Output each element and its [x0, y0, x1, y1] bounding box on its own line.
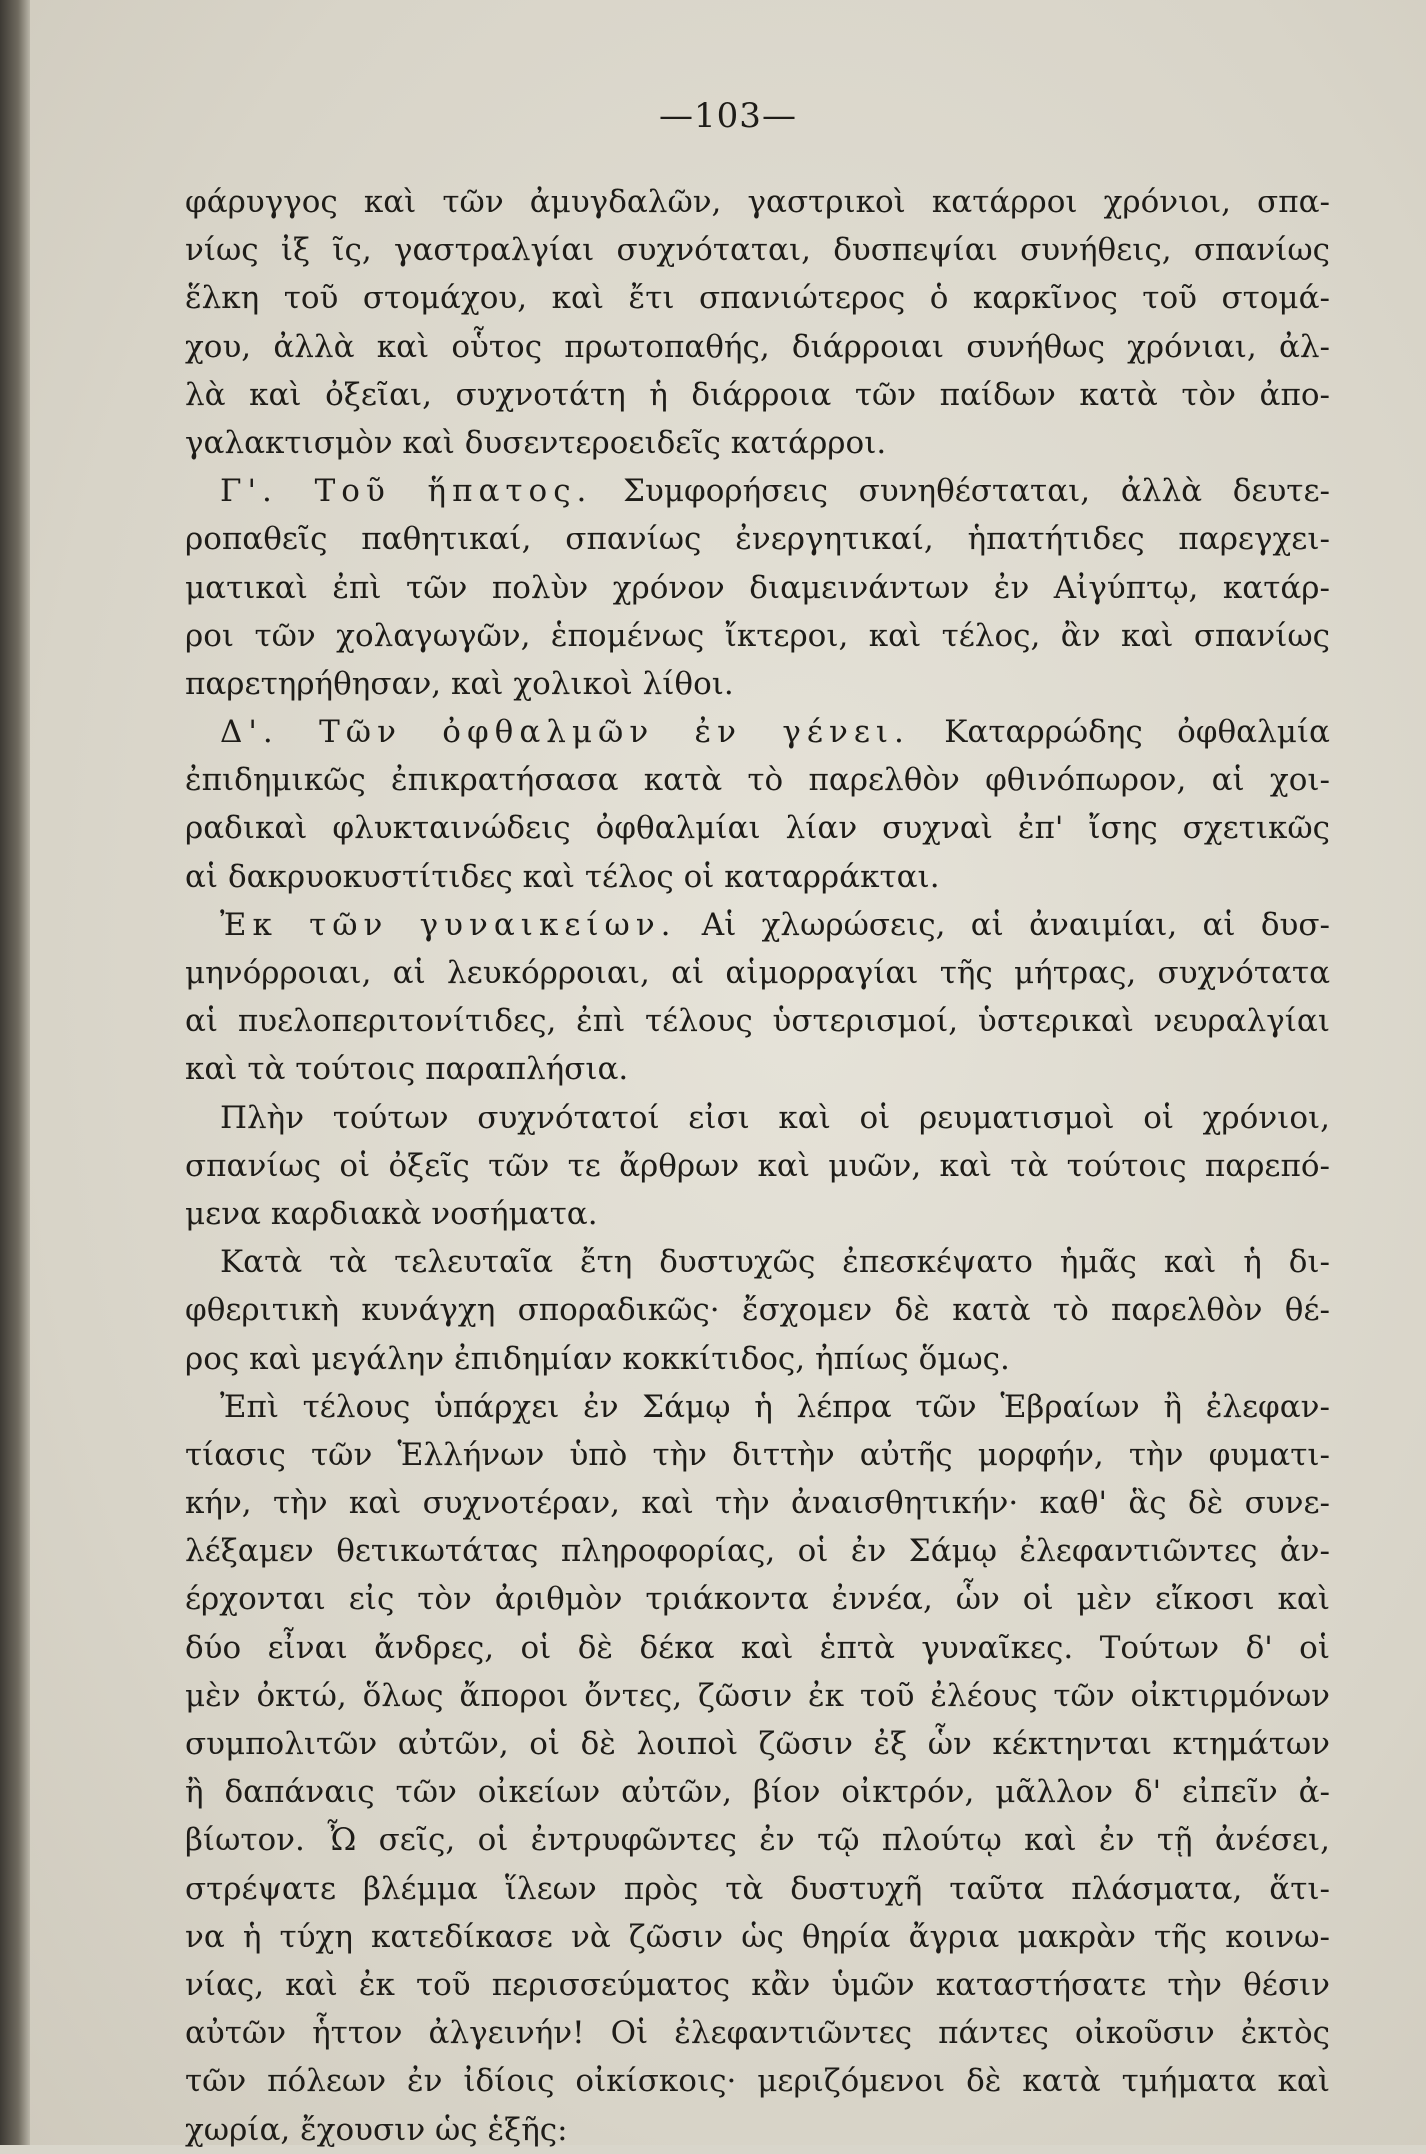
- line-text: ροπαθεῖς παθητικαί, σπανίως ἐνεργητικαί, ἡπατήτιδες παρεγχει-: [185, 521, 1330, 558]
- line-text: χου, ἀλλὰ καὶ οὗτος πρωτοπαθής, διάρροιαι συνήθως χρόνιαι, ἀλ-: [185, 328, 1330, 365]
- line-text: Συμφορήσεις συνηθέσταται, ἀλλὰ δευτε-: [592, 473, 1330, 510]
- text-line: [185, 1527, 1330, 1575]
- text-line: [185, 756, 1330, 804]
- line-text: καὶ τὰ τούτοις παραπλήσια.: [185, 1051, 629, 1088]
- line-text: δύο εἶναι ἄνδρες, οἱ δὲ δέκα καὶ ἑπτὰ γυναῖκες. Τούτων δ' οἱ: [185, 1629, 1330, 1666]
- text-line: [185, 612, 1330, 660]
- text-line: [185, 997, 1330, 1045]
- text-line: [185, 660, 1330, 708]
- line-text: ραδικαὶ φλυκταινώδεις ὀφθαλμίαι λίαν συχναὶ ἐπ' ἴσης σχετικῶς: [185, 810, 1330, 847]
- body-text: [185, 178, 1330, 2154]
- line-text: ροι τῶν χολαγωγῶν, ἑπομένως ἴκτεροι, καὶ τέλος, ἂν καὶ σπανίως: [185, 617, 1330, 654]
- text-line: [185, 1238, 1330, 1286]
- text-line: [185, 1624, 1330, 1672]
- section-heading: Ἐκ τῶν γυναικείων.: [220, 906, 677, 943]
- text-line: [185, 1575, 1330, 1623]
- line-text: ματικαὶ ἐπὶ τῶν πολὺν χρόνον διαμεινάντων ἐν Αἰγύπτῳ, κατάρ-: [185, 569, 1330, 606]
- text-line: [185, 371, 1330, 419]
- line-text: νίως ἰξ ῖς, γαστραλγίαι συχνόταται, δυσπεψίαι συνήθεις, σπανίως: [185, 232, 1330, 269]
- text-line: [185, 1768, 1330, 1816]
- text-line: [185, 564, 1330, 612]
- text-line: [185, 178, 1330, 226]
- line-text: γαλακτισμὸν καὶ δυσεντεροειδεῖς κατάρροι.: [185, 424, 887, 461]
- text-line: [185, 1961, 1330, 2009]
- line-text: λὰ καὶ ὀξεῖαι, συχνοτάτη ἡ διάρροια τῶν παίδων κατὰ τὸν ἀπο-: [185, 376, 1330, 413]
- text-line: [185, 1094, 1330, 1142]
- line-text: φθεριτικὴ κυνάγχη σποραδικῶς· ἔσχομεν δὲ κατὰ τὸ παρελθὸν θέ-: [185, 1292, 1330, 1329]
- text-line: [185, 1479, 1330, 1527]
- line-text: συμπολιτῶν αὐτῶν, οἱ δὲ λοιποὶ ζῶσιν ἐξ ὧν κέκτηνται κτημάτων: [185, 1726, 1330, 1762]
- text-line: [185, 1335, 1330, 1383]
- section-heading: Γ'. Τοῦ ἥπατος.: [220, 473, 593, 510]
- text-line: [185, 853, 1330, 901]
- text-line: [185, 1383, 1330, 1431]
- page-number: —103—: [659, 96, 797, 136]
- line-text: Καταρρώδης ὀφθαλμία: [909, 714, 1330, 751]
- line-text: έρχονται εἰς τὸν ἀριθμὸν τριάκοντα ἐννέα, ὧν οἱ μὲν εἴκοσι καὶ: [185, 1581, 1330, 1618]
- line-text: μηνόρροιαι, αἱ λευκόρροιαι, αἱ αἱμορραγίαι τῆς μήτρας, συχνότατα: [185, 955, 1330, 991]
- text-line: [185, 708, 1330, 756]
- text-line: [185, 467, 1330, 515]
- text-line: [185, 1816, 1330, 1864]
- line-text: κήν, τὴν καὶ συχνοτέραν, καὶ τὴν ἀναισθητικήν· καθ' ἃς δὲ συνε-: [185, 1485, 1330, 1522]
- line-text: τῶν πόλεων ἐν ἰδίοις οἰκίσκοις· μεριζόμενοι δὲ κατὰ τμήματα καὶ: [185, 2063, 1330, 2100]
- text-line: [185, 1045, 1330, 1093]
- book-page: [30, 0, 1426, 2148]
- line-text: μενα καρδιακὰ νοσήματα.: [185, 1195, 598, 1232]
- line-text: χωρία, ἔχουσιν ὡς ἑξῆς:: [185, 2111, 568, 2148]
- book-binding-shadow: [0, 0, 30, 2145]
- text-line: [185, 226, 1330, 274]
- text-line: [185, 274, 1330, 322]
- text-line: [185, 1672, 1330, 1720]
- line-text: ρος καὶ μεγάλην ἐπιδημίαν κοκκίτιδος, ἠπίως ὅμως.: [185, 1340, 1010, 1377]
- text-line: [185, 2057, 1330, 2105]
- line-text: ἢ δαπάναις τῶν οἰκείων αὐτῶν, βίον οἰκτρόν, μᾶλλον δ' εἰπεῖν ἀ-: [185, 1774, 1330, 1811]
- text-line: [185, 1913, 1330, 1961]
- text-line: [185, 323, 1330, 371]
- text-line: [185, 419, 1330, 467]
- line-text: τίασις τῶν Ἑλλήνων ὑπὸ τὴν διττὴν αὐτῆς μορφήν, τὴν φυματι-: [185, 1436, 1330, 1473]
- line-text: λέξαμεν θετικωτάτας πληροφορίας, οἱ ἐν Σάμῳ ἐλεφαντιῶντες ἀν-: [185, 1533, 1330, 1570]
- line-text: ἕλκη τοῦ στομάχου, καὶ ἔτι σπανιώτερος ὁ καρκῖνος τοῦ στομά-: [185, 280, 1330, 317]
- line-text: ἐπιδημικῶς ἐπικρατήσασα κατὰ τὸ παρελθὸν φθινόπωρον, αἱ χοι-: [185, 762, 1330, 799]
- text-line: [185, 804, 1330, 852]
- text-line: [185, 1865, 1330, 1913]
- section-heading: Δ'. Τῶν ὀφθαλμῶν ἐν γένει.: [220, 714, 910, 751]
- line-text: Κατὰ τὰ τελευταῖα ἔτη δυστυχῶς ἐπεσκέψατο ἡμᾶς καὶ ἡ δι-: [220, 1244, 1330, 1281]
- line-text: Πλὴν τούτων συχνότατοί εἰσι καὶ οἱ ρευματισμοὶ οἱ χρόνιοι,: [220, 1099, 1330, 1136]
- line-text: Αἱ χλωρώσεις, αἱ ἀναιμίαι, αἱ δυσ-: [676, 906, 1330, 943]
- text-line: [185, 1190, 1330, 1238]
- line-text: μὲν ὀκτώ, ὅλως ἄποροι ὄντες, ζῶσιν ἐκ τοῦ ἐλέους τῶν οἰκτιρμόνων: [185, 1677, 1330, 1714]
- text-line: [185, 1286, 1330, 1334]
- line-text: φάρυγγος καὶ τῶν ἀμυγδαλῶν, γαστρικοὶ κατάρροι χρόνιοι, σπα-: [185, 184, 1330, 220]
- line-text: Ἐπὶ τέλους ὑπάρχει ἐν Σάμῳ ἡ λέπρα τῶν Ἑβραίων ἢ ἐλεφαν-: [220, 1388, 1330, 1425]
- line-text: να ἡ τύχη κατεδίκασε νὰ ζῶσιν ὡς θηρία ἄγρια μακρὰν τῆς κοινω-: [185, 1918, 1330, 1955]
- text-line: [185, 949, 1330, 997]
- text-line: [185, 2009, 1330, 2057]
- text-line: [185, 2106, 1330, 2154]
- line-text: αὐτῶν ἧττον ἀλγεινήν! Οἱ ἐλεφαντιῶντες πάντες οἰκοῦσιν ἐκτὸς: [185, 2015, 1330, 2052]
- line-text: παρετηρήθησαν, καὶ χολικοὶ λίθοι.: [185, 665, 734, 702]
- line-text: αἱ δακρυοκυστίτιδες καὶ τέλος οἱ καταρράκται.: [185, 858, 940, 895]
- line-text: βίωτον. Ὦ σεῖς, οἱ ἐντρυφῶντες ἐν τῷ πλούτῳ καὶ ἐν τῇ ἀνέσει,: [185, 1822, 1330, 1859]
- line-text: στρέψατε βλέμμα ἵλεων πρὸς τὰ δυστυχῆ ταῦτα πλάσματα, ἅτι-: [185, 1870, 1330, 1907]
- text-line: [185, 1431, 1330, 1479]
- text-line: [185, 515, 1330, 563]
- line-text: αἱ πυελοπεριτονίτιδες, ἐπὶ τέλους ὑστερισμοί, ὑστερικαὶ νευραλγίαι: [185, 1003, 1330, 1040]
- text-line: [185, 901, 1330, 949]
- text-line: [185, 1142, 1330, 1190]
- line-text: σπανίως οἱ ὀξεῖς τῶν τε ἄρθρων καὶ μυῶν, καὶ τὰ τούτοις παρεπό-: [185, 1147, 1330, 1184]
- text-line: [185, 1720, 1330, 1768]
- line-text: νίας, καὶ ἐκ τοῦ περισσεύματος κἂν ὑμῶν καταστήσατε τὴν θέσιν: [185, 1966, 1330, 2003]
